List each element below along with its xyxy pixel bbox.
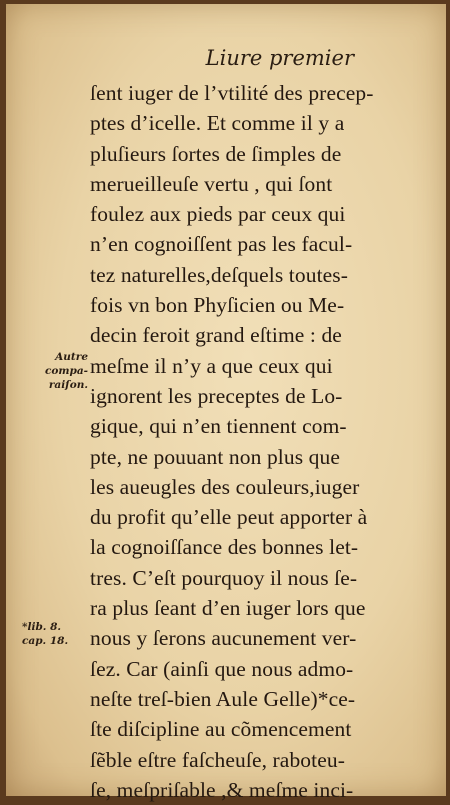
text-line: les aueugles des couleurs,iuger [90, 474, 360, 499]
margin-note-line: *lib. 8. [22, 621, 62, 633]
text-line: ſe, meſpriſable ,& meſme inci- [90, 777, 354, 802]
text-line: la cognoiſſance des bonnes let- [90, 535, 359, 560]
text-line: n’en cognoiſſent pas les facul- [90, 232, 353, 257]
text-line: ra plus ſeant d’en iuger lors que [90, 596, 366, 621]
margin-note-line: cap. 18. [22, 635, 69, 647]
text-line: du profit qu’elle peut apporter à [90, 505, 368, 530]
text-line: merueilleuſe vertu , qui ſont [90, 171, 333, 196]
text-line: ſte diſcipline au cõmencement [90, 717, 352, 742]
text-line: neſte treſ-bien Aule Gelle)*ce- [90, 686, 356, 711]
margin-note-line: compa- [44, 365, 88, 377]
text-line: tres. C’eſt pourquoy il nous ſe- [90, 565, 358, 590]
body-text [90, 78, 420, 805]
text-line: tez naturelles,deſquels toutes- [90, 262, 349, 287]
running-head: Liure premier [205, 46, 354, 70]
text-line: meſme il n’y a que ceux qui [90, 353, 333, 378]
text-line: pluſieurs ſortes de ſimples de [90, 141, 342, 166]
text-line: nous y ſerons aucunement ver- [90, 626, 357, 651]
text-line: pte, ne pouuant non plus que [90, 444, 341, 469]
text-line: ſez. Car (ainſi que nous admo- [90, 656, 354, 681]
text-line: ſent iuger de l’vtilité des precep- [90, 81, 374, 105]
text-line: foulez aux pieds par ceux qui [90, 202, 346, 227]
book-page [6, 4, 446, 802]
text-line: decin feroit grand eſtime : de [90, 323, 342, 348]
margin-note-line: raiſon. [48, 379, 88, 391]
margin-note-comparison [22, 350, 92, 392]
margin-note-line: Autre [55, 351, 88, 363]
text-line: ſẽble eſtre faſcheuſe, raboteu- [90, 747, 345, 772]
text-line: gique, qui n’en tiennent com- [90, 414, 347, 439]
margin-note-reference [22, 620, 88, 648]
text-line: ptes d’icelle. Et comme il y a [90, 111, 345, 136]
text-line: fois vn bon Phyſicien ou Me- [90, 293, 345, 318]
text-line: ignorent les preceptes de Lo- [90, 383, 343, 408]
